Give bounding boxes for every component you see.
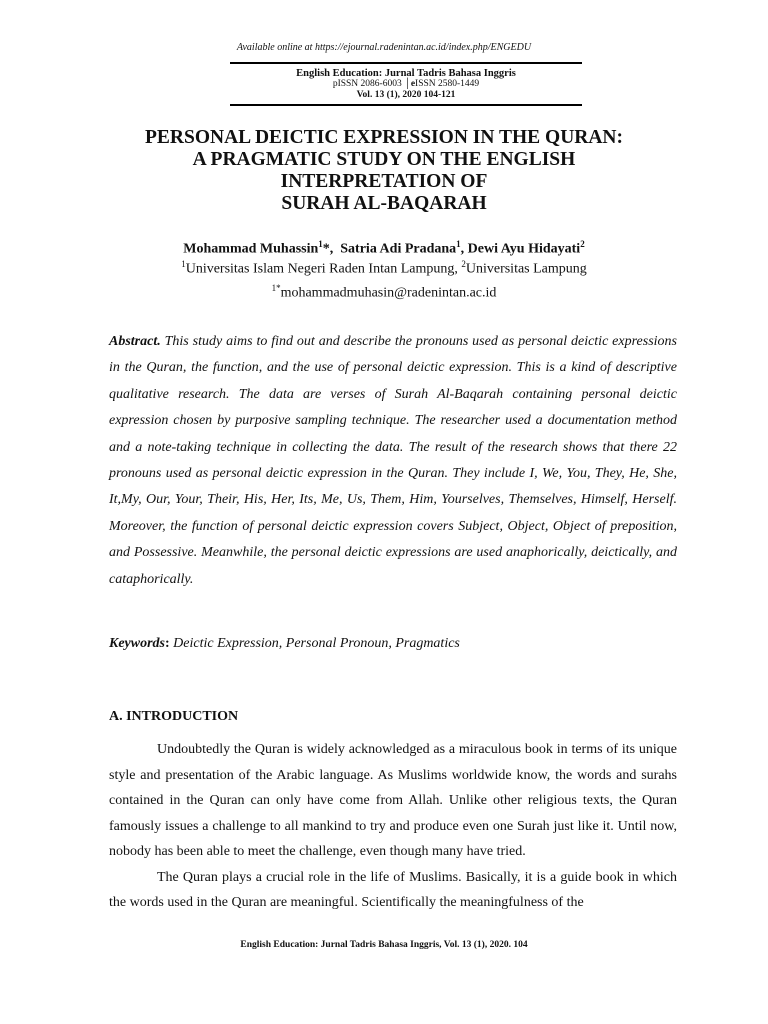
issn-line [230, 79, 582, 90]
header-bottom-rule [230, 104, 582, 106]
introduction-body [109, 737, 677, 916]
available-online-note: Available online at https://ejournal.radenintan.ac.id/index.php/ENGEDU [236, 42, 532, 53]
page-footer: English Education: Jurnal Tadris Bahasa Inggris, Vol. 13 (1), 2020. 104 [240, 940, 528, 950]
eissn-prefix: e [410, 79, 416, 89]
author-email [100, 283, 668, 302]
intro-paragraph-1: Undoubtedly the Quran is widely acknowledged as a miraculous book in terms of its unique style and presentation of the Arabic language. As Muslims worldwide know, the words and surahs contained in the Quran can only have come from Allah. Unlike other religious texts, the Quran famously issues a challenge to all mankind to try and produce even one Surah just like it. Until now, nobody has been able to meet the challenge, even though many have tried. [109, 742, 677, 859]
author-list [100, 239, 668, 258]
title-line-3: INTERPRETATION OF [280, 171, 488, 192]
author-3: Dewi Ayu Hidayati [467, 241, 581, 257]
affil-2: Universitas Lampung [465, 261, 587, 277]
abstract [109, 329, 677, 593]
title-line-4: SURAH AL-BAQARAH [281, 193, 487, 214]
journal-header [230, 68, 582, 101]
abstract-text: This study aims to find out and describe the pronouns used as personal deictic expressions in the Quran, the function, and the use of personal deictic expression. This is a kind of descriptive qualitative research. The data are verses of Surah Al-Baqarah containing personal deictic expression chosen by purposive sampling technique. The researcher used a documentation method and a note-taking technique in collecting the data. The result of the research shows that there 22 pronouns used as personal deictic expression in the Quran. They include I, We, You, They, He, She, It,My, Our, Your, Their, His, Her, Its, Me, Us, Them, Him, Yourselves, Themselves, Himself, Herself. Moreover, the function of personal deictic expression covers Subject, Object, Object of preposition, and Possessive. Meanwhile, the personal deictic expressions are used anaphorically, deictically, and cataphorically. [109, 334, 677, 587]
affil-2-mark: 2 [461, 259, 466, 269]
affiliations [100, 259, 668, 278]
journal-name: English Education: Jurnal Tadris Bahasa Inggris [296, 68, 516, 79]
title-line-2: A PRAGMATIC STUDY ON THE ENGLISH [192, 149, 576, 170]
email-address[interactable]: mohammadmuhasin@radenintan.ac.id [280, 285, 497, 301]
paper-title [100, 127, 668, 215]
author-separator: , [460, 241, 468, 257]
intro-paragraph-2: The Quran plays a crucial role in the life of Muslims. Basically, it is a guide book in which the words used in the Quran are meaningful. Scientifically the meaningfulness of the [109, 869, 677, 910]
keywords-value: Deictic Expression, Personal Pronoun, Pragmatics [173, 636, 460, 651]
section-heading-introduction: A. INTRODUCTION [109, 709, 239, 724]
eissn: ISSN 2580-1449 [415, 79, 480, 89]
header-top-rule [230, 62, 582, 64]
keywords-colon: : [165, 636, 174, 651]
affil-1: Universitas Islam Negeri Raden Intan Lampung, [185, 261, 462, 277]
author-2-affil: 1 [456, 239, 461, 249]
abstract-label: Abstract. [109, 334, 161, 349]
affil-1-mark: 1 [181, 259, 186, 269]
volume-info: Vol. 13 (1), 2020 104-121 [356, 90, 456, 100]
keywords-label: Keywords [109, 636, 165, 651]
author-1-affil: 1 [318, 239, 323, 249]
corresponding-mark: *, [322, 241, 341, 257]
issn-separator: │ [404, 79, 411, 89]
pissn: pISSN 2086-6003 [332, 79, 402, 89]
email-mark: 1* [271, 283, 281, 293]
title-line-1: PERSONAL DEICTIC EXPRESSION IN THE QURAN: [144, 127, 624, 148]
keywords [109, 636, 677, 652]
author-1: Mohammad Muhassin [183, 241, 319, 257]
author-3-affil: 2 [580, 239, 585, 249]
author-2: Satria Adi Pradana [340, 241, 457, 257]
